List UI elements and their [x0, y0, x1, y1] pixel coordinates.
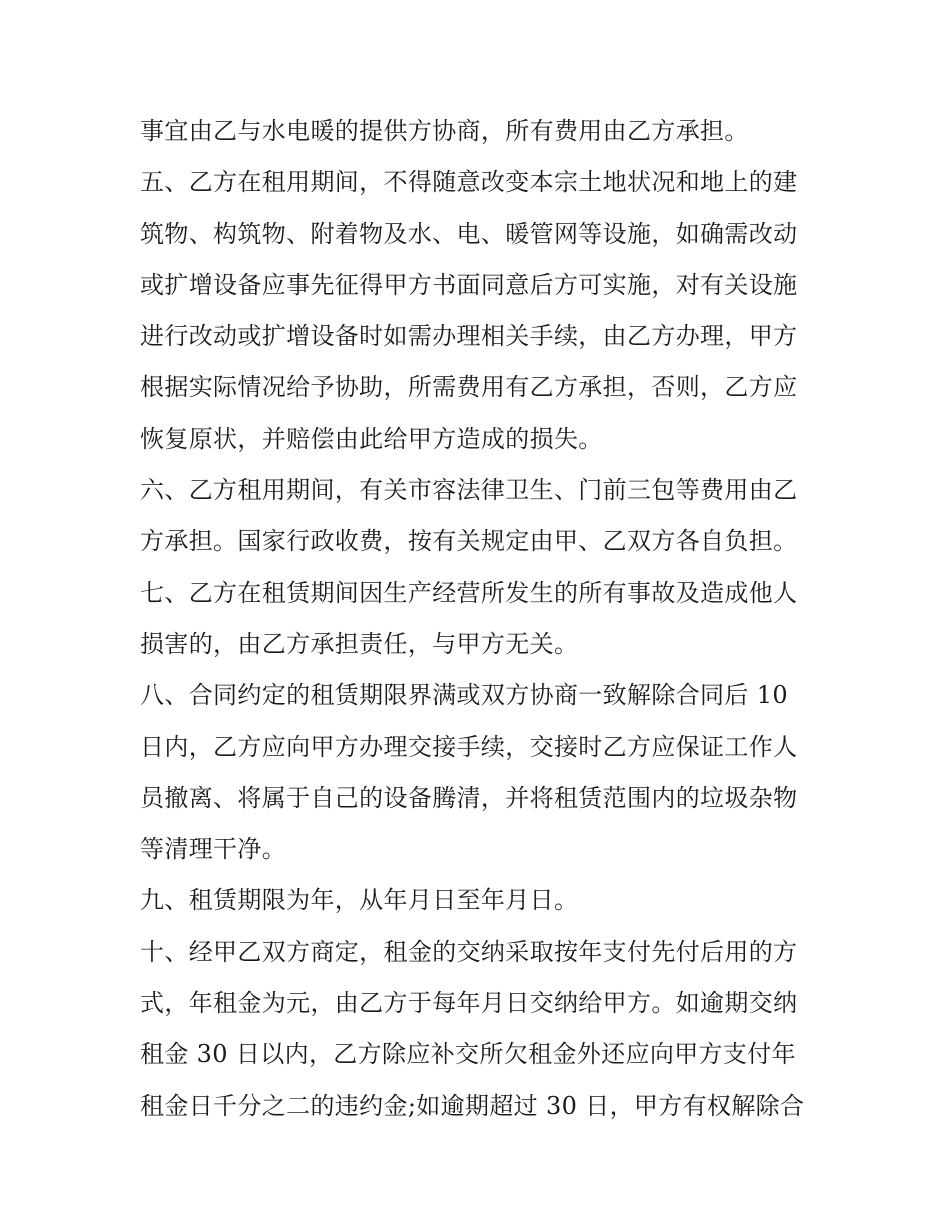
text-line: 九、租赁期限为年，从年月日至年月日。 — [140, 886, 579, 915]
text-line: 恢复原状，并赔偿由此给甲方造成的损失。 — [140, 424, 603, 453]
text-line: 损害的，由乙方承担责任，与甲方无关。 — [140, 629, 579, 658]
text-line: 员撤离、将属于自己的设备腾清，并将租赁范围内的垃圾杂物 — [140, 783, 798, 812]
text-line: 或扩增设备应事先征得甲方书面同意后方可实施，对有关设施 — [140, 270, 798, 299]
text-line: 进行改动或扩增设备时如需办理相关手续，由乙方办理，甲方 — [140, 322, 798, 351]
text-line: 七、乙方在租赁期间因生产经营所发生的所有事故及造成他人 — [140, 578, 798, 607]
document-body — [140, 106, 820, 1132]
text-line: 事宜由乙与水电暖的提供方协商，所有费用由乙方承担。 — [140, 117, 749, 145]
text-line: 六、乙方租用期间，有关市容法律卫生、门前三包等费用由乙 — [140, 476, 798, 505]
text-line: 根据实际情况给予协助，所需费用有乙方承担，否则，乙方应 — [140, 373, 798, 402]
text-line: 日内，乙方应向甲方办理交接手续，交接时乙方应保证工作人 — [140, 732, 798, 761]
text-line: 租金日千分之二的违约金;如逾期超过 30 日，甲方有权解除合 — [140, 1091, 805, 1120]
text-line: 等清理干净。 — [140, 835, 287, 864]
text-line: 方承担。国家行政收费，按有关规定由甲、乙双方各自负担。 — [140, 527, 798, 556]
text-line: 租金 30 日以内，乙方除应补交所欠租金外还应向甲方支付年 — [140, 1040, 796, 1069]
text-line: 五、乙方在租用期间，不得随意改变本宗土地状况和地上的建 — [140, 168, 798, 197]
text-line: 十、经甲乙双方商定，租金的交纳采取按年支付先付后用的方 — [140, 937, 798, 966]
text-line: 八、合同约定的租赁期限界满或双方协商一致解除合同后 10 — [140, 681, 788, 710]
text-line: 式，年租金为元，由乙方于每年月日交纳给甲方。如逾期交纳 — [140, 989, 798, 1018]
text-line: 筑物、构筑物、附着物及水、电、暖管网等设施，如确需改动 — [140, 219, 798, 248]
